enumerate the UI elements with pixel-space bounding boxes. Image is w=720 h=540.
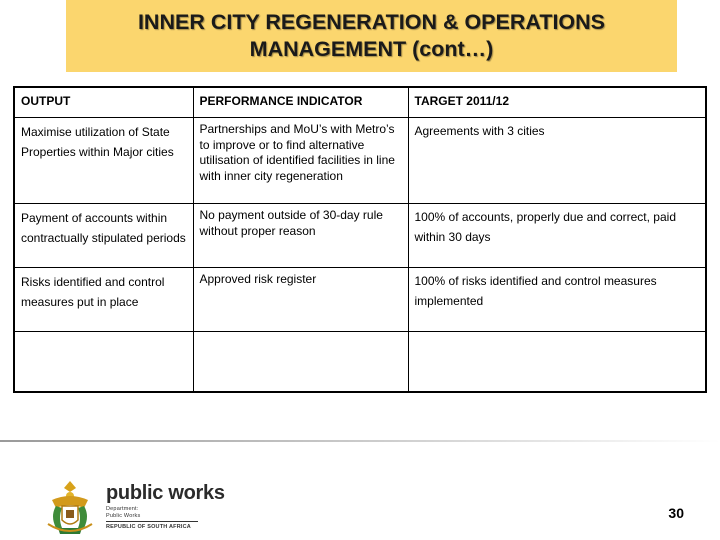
performance-table (13, 86, 707, 393)
table-row (14, 332, 706, 392)
table-row (14, 118, 706, 204)
south-africa-coat-of-arms-icon (40, 478, 100, 536)
cell-target: 100% of accounts, properly due and correct, paid within 30 days (408, 204, 706, 268)
cell-output (14, 332, 193, 392)
slide-title (138, 9, 605, 63)
table-row (14, 268, 706, 332)
cell-indicator (193, 332, 408, 392)
title-banner (66, 0, 677, 72)
cell-target: 100% of risks identified and control measures implemented (408, 268, 706, 332)
cell-indicator: Partnerships and MoU’s with Metro’s to improve or to find alternative utilisation of identified facilities in line with inner city regeneration (193, 118, 408, 204)
header-performance-indicator: PERFORMANCE INDICATOR (193, 87, 408, 118)
slide-title-line-1: INNER CITY REGENERATION & OPERATIONS (137, 10, 606, 34)
brand-divider (106, 521, 198, 522)
footer-divider (0, 440, 720, 442)
cell-target: Agreements with 3 cities (408, 118, 706, 204)
slide-title-line-2: MANAGEMENT (cont…) (249, 37, 494, 61)
table-row (14, 204, 706, 268)
header-output: OUTPUT (14, 87, 193, 118)
brand-name: public works (106, 482, 225, 504)
brand-department-name: Public Works (106, 512, 141, 519)
brand-block (106, 482, 225, 531)
cell-output: Maximise utilization of State Properties within Major cities (14, 118, 193, 204)
header-target: TARGET 2011/12 (408, 87, 706, 118)
cell-target (408, 332, 706, 392)
brand-department-label: Department: (106, 506, 139, 512)
page-number: 30 (668, 505, 684, 521)
cell-indicator: No payment outside of 30-day rule without proper reason (193, 204, 408, 268)
table-header-row (14, 87, 706, 118)
cell-output: Payment of accounts within contractually stipulated periods (14, 204, 193, 268)
cell-output: Risks identified and control measures put in place (14, 268, 193, 332)
cell-indicator: Approved risk register (193, 268, 408, 332)
brand-country: REPUBLIC OF SOUTH AFRICA (106, 524, 191, 530)
